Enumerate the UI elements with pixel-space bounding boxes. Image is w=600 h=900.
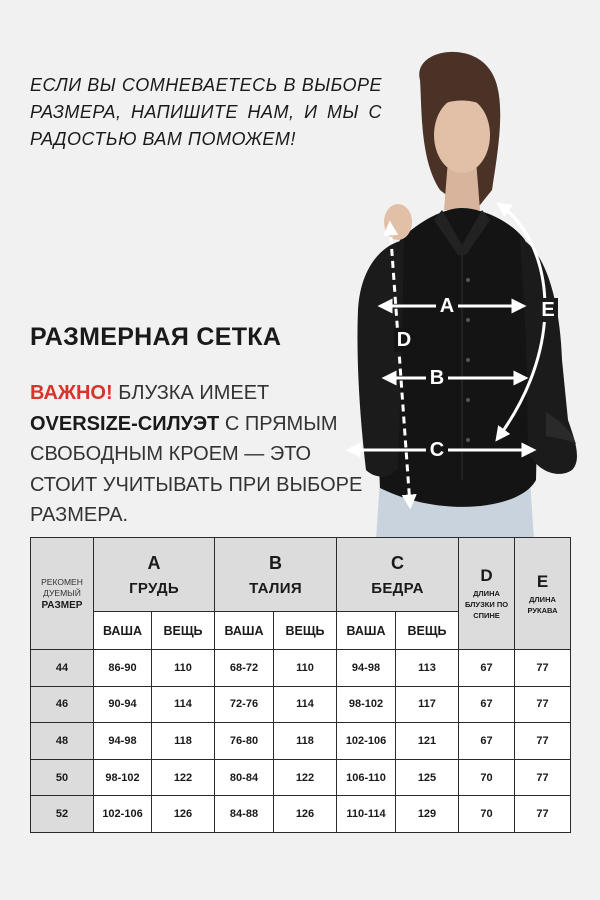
value-cell: 98-102 <box>337 686 396 723</box>
value-cell: 122 <box>274 759 337 796</box>
table-row <box>31 686 571 723</box>
size-cell: 50 <box>31 759 94 796</box>
face <box>434 97 490 173</box>
group-name: БЕДРА <box>371 579 424 597</box>
value-cell: 129 <box>396 796 459 833</box>
value-cell: 77 <box>515 796 571 833</box>
value-cell: 68-72 <box>215 650 274 687</box>
value-cell: 102-106 <box>94 796 152 833</box>
value-cell: 84-88 <box>215 796 274 833</box>
value-cell: 67 <box>459 650 515 687</box>
recommended-small-label: РЕКОМЕН ДУЕМЫЙ <box>41 576 83 598</box>
group-e-header <box>515 538 571 650</box>
value-cell: 70 <box>459 796 515 833</box>
value-cell: 86-90 <box>94 650 152 687</box>
value-cell: 110 <box>274 650 337 687</box>
value-cell: 126 <box>274 796 337 833</box>
group-letter: A <box>147 552 161 573</box>
item-header: ВЕЩЬ <box>274 612 337 650</box>
label-c: C <box>429 439 445 461</box>
yours-header: ВАША <box>94 612 152 650</box>
size-cell: 48 <box>31 723 94 760</box>
item-header: ВЕЩЬ <box>396 612 459 650</box>
group-name: ГРУДЬ <box>129 579 179 597</box>
value-cell: 125 <box>396 759 459 796</box>
size-cell: 46 <box>31 686 94 723</box>
group-d-header <box>459 538 515 650</box>
recommended-size-header <box>31 538 94 650</box>
group-e-label: ДЛИНА РУКАВА <box>527 594 558 615</box>
value-cell: 67 <box>459 686 515 723</box>
group-d-label: ДЛИНА БЛУЗКИ ПО СПИНЕ <box>464 589 509 620</box>
group-c-header <box>337 538 459 612</box>
page-title: РАЗМЕРНАЯ СЕТКА <box>30 323 282 351</box>
value-cell: 126 <box>152 796 215 833</box>
label-e: E <box>541 299 555 321</box>
size-cell: 44 <box>31 650 94 687</box>
value-cell: 72-76 <box>215 686 274 723</box>
important-label: ВАЖНО! <box>30 382 113 404</box>
value-cell: 90-94 <box>94 686 152 723</box>
value-cell: 94-98 <box>337 650 396 687</box>
oversize-label: OVERSIZE-СИЛУЭТ <box>30 412 220 435</box>
recommended-big-label: РАЗМЕР <box>41 599 83 611</box>
value-cell: 106-110 <box>337 759 396 796</box>
value-cell: 76-80 <box>215 723 274 760</box>
value-cell: 110-114 <box>337 796 396 833</box>
value-cell: 98-102 <box>94 759 152 796</box>
group-a-header <box>94 538 215 612</box>
group-b-header <box>215 538 337 612</box>
value-cell: 122 <box>152 759 215 796</box>
value-cell: 77 <box>515 686 571 723</box>
size-cell: 52 <box>31 796 94 833</box>
value-cell: 102-106 <box>337 723 396 760</box>
value-cell: 114 <box>274 686 337 723</box>
group-letter: E <box>536 571 549 591</box>
size-table <box>30 537 571 833</box>
value-cell: 77 <box>515 723 571 760</box>
group-letter: D <box>480 566 493 585</box>
yours-header: ВАША <box>215 612 274 650</box>
important-note <box>30 378 370 531</box>
value-cell: 110 <box>152 650 215 687</box>
value-cell: 113 <box>396 650 459 687</box>
intro-text: ЕСЛИ ВЫ СОМНЕВАЕТЕСЬ В ВЫБОРЕ РАЗМЕРА, НАПИШИТЕ НАМ, И МЫ С РАДОСТЬЮ ВАМ ПОМОЖЕМ! <box>30 75 382 149</box>
value-cell: 70 <box>459 759 515 796</box>
value-cell: 67 <box>459 723 515 760</box>
label-a: A <box>439 295 455 317</box>
value-cell: 118 <box>274 723 337 760</box>
value-cell: 77 <box>515 650 571 687</box>
table-row <box>31 723 571 760</box>
item-header: ВЕЩЬ <box>152 612 215 650</box>
note-text-2: С ПРЯМЫМ СВОБОДНЫМ КРОЕМ — ЭТО СТОИТ УЧИТЫВАТЬ ПРИ ВЫБОРЕ РАЗМЕРА. <box>30 412 363 526</box>
table-row <box>31 796 571 833</box>
value-cell: 117 <box>396 686 459 723</box>
hand <box>384 204 412 240</box>
yours-header: ВАША <box>337 612 396 650</box>
label-b: B <box>429 367 445 389</box>
label-d: D <box>396 329 412 351</box>
table-header-row <box>31 538 571 612</box>
value-cell: 114 <box>152 686 215 723</box>
value-cell: 121 <box>396 723 459 760</box>
group-name: ТАЛИЯ <box>249 579 302 597</box>
value-cell: 80-84 <box>215 759 274 796</box>
value-cell: 94-98 <box>94 723 152 760</box>
table-row <box>31 759 571 796</box>
value-cell: 118 <box>152 723 215 760</box>
table-row <box>31 650 571 687</box>
value-cell: 77 <box>515 759 571 796</box>
group-letter: C <box>391 552 404 573</box>
size-rows <box>31 650 571 833</box>
group-letter: B <box>269 552 282 573</box>
note-text-1: БЛУЗКА ИМЕЕТ <box>112 382 270 404</box>
